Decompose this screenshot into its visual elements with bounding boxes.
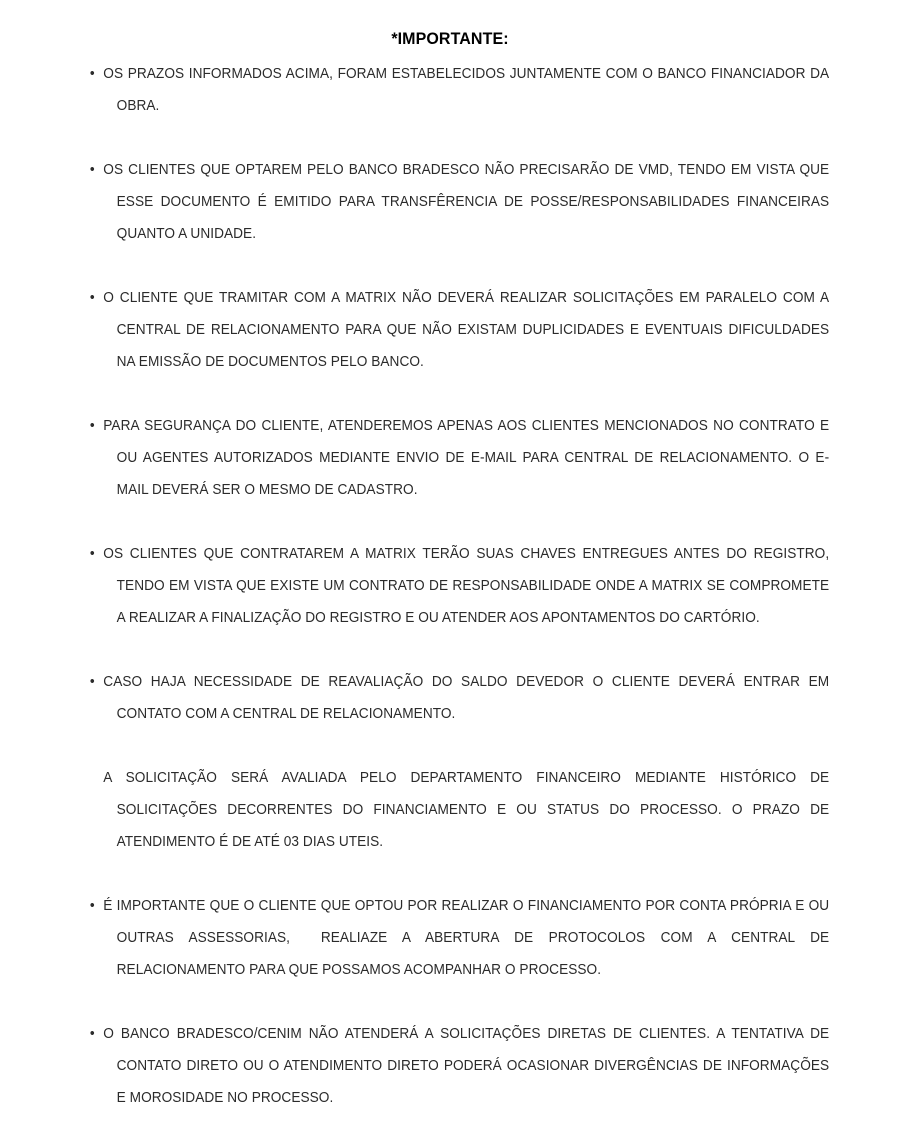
list-item	[88, 58, 834, 154]
list-item	[88, 1018, 834, 1146]
list-item-text: OS PRAZOS INFORMADOS ACIMA, FORAM ESTABELECIDOS JUNTAMENTE COM O BANCO FINANCIADOR DA OBRA.	[103, 66, 834, 114]
list-item-text: PARA SEGURANÇA DO CLIENTE, ATENDEREMOS APENAS AOS CLIENTES MENCIONADOS NO CONTRATO E OU AGENTES AUTORIZADOS MEDIANTE ENVIO DE E-MAIL PARA CENTRAL DE RELACIONAMENTO. O E-MAIL DEVERÁ SER O MESMO DE CADASTRO.	[103, 418, 834, 498]
list-item-text: OS CLIENTES QUE CONTRATAREM A MATRIX TERÃO SUAS CHAVES ENTREGUES ANTES DO REGISTRO, TENDO EM VISTA QUE EXISTE UM CONTRATO DE RESPONSABILIDADE ONDE A MATRIX SE COMPROMETE A REALIZAR A FINALIZAÇÃO DO REGISTRO E OU ATENDER AOS APONTAMENTOS DO CARTÓRIO.	[103, 546, 833, 626]
bullet-paragraph	[88, 890, 834, 1018]
bullet-paragraph	[88, 1018, 834, 1146]
bullet-icon: •	[89, 66, 95, 82]
bullet-paragraph	[88, 282, 834, 410]
list-item	[88, 762, 834, 890]
bullet-paragraph	[88, 58, 834, 154]
list-item	[88, 666, 834, 762]
bullet-paragraph	[88, 410, 834, 538]
bullet-paragraph	[88, 538, 833, 666]
list-item	[88, 154, 834, 282]
bullet-paragraph	[88, 154, 834, 282]
list-item-text: OS CLIENTES QUE OPTAREM PELO BANCO BRADESCO NÃO PRECISARÃO DE VMD, TENDO EM VISTA QUE ESSE DOCUMENTO É EMITIDO PARA TRANSFÊRENCIA DE POSSE/RESPONSABILIDADES FINANCEIRAS QUANTO A UNIDADE.	[103, 162, 834, 242]
page-title: *IMPORTANTE:	[391, 30, 509, 48]
list-item	[88, 282, 834, 410]
list-item-text: O BANCO BRADESCO/CENIM NÃO ATENDERÁ A SOLICITAÇÕES DIRETAS DE CLIENTES. A TENTATIVA DE CONTATO DIRETO OU O ATENDIMENTO DIRETO PODERÁ OCASIONAR DIVERGÊNCIAS DE INFORMAÇÕES E MOROSIDADE NO PROCESSO.	[103, 1026, 834, 1106]
bullet-icon: •	[89, 674, 95, 690]
list-item-text: O CLIENTE QUE TRAMITAR COM A MATRIX NÃO DEVERÁ REALIZAR SOLICITAÇÕES EM PARALELO COM A CENTRAL DE RELACIONAMENTO PARA QUE NÃO EXISTAM DUPLICIDADES E EVENTUAIS DIFICULDADES NA EMISSÃO DE DOCUMENTOS PELO BANCO.	[103, 290, 834, 370]
bullet-paragraph	[88, 666, 834, 762]
bullet-icon: •	[89, 290, 95, 306]
bullet-icon: •	[89, 898, 95, 914]
list-item-text: CASO HAJA NECESSIDADE DE REAVALIAÇÃO DO SALDO DEVEDOR O CLIENTE DEVERÁ ENTRAR EM CONTATO COM A CENTRAL DE RELACIONAMENTO.	[103, 674, 834, 722]
notes-list	[88, 58, 834, 1146]
bullet-icon: •	[89, 162, 95, 178]
bullet-icon: •	[89, 1026, 95, 1042]
list-item	[88, 890, 834, 1018]
continuation-paragraph	[88, 762, 834, 890]
list-item	[88, 538, 833, 666]
bullet-icon: •	[89, 546, 95, 562]
bullet-icon: •	[89, 418, 95, 434]
list-item	[88, 410, 834, 538]
list-item-text: É IMPORTANTE QUE O CLIENTE QUE OPTOU POR REALIZAR O FINANCIAMENTO POR CONTA PRÓPRIA E OU OUTRAS ASSESSORIAS, REALIAZE A ABERTURA DE PROTOCOLOS COM A CENTRAL DE RELACIONAMENTO PARA QUE POSSAMOS ACOMPANHAR O PROCESSO.	[103, 898, 834, 978]
list-item-text: A SOLICITAÇÃO SERÁ AVALIADA PELO DEPARTAMENTO FINANCEIRO MEDIANTE HISTÓRICO DE SOLICITAÇÕES DECORRENTES DO FINANCIAMENTO E OU STATUS DO PROCESSO. O PRAZO DE ATENDIMENTO É DE ATÉ 03 DIAS UTEIS.	[103, 770, 834, 850]
